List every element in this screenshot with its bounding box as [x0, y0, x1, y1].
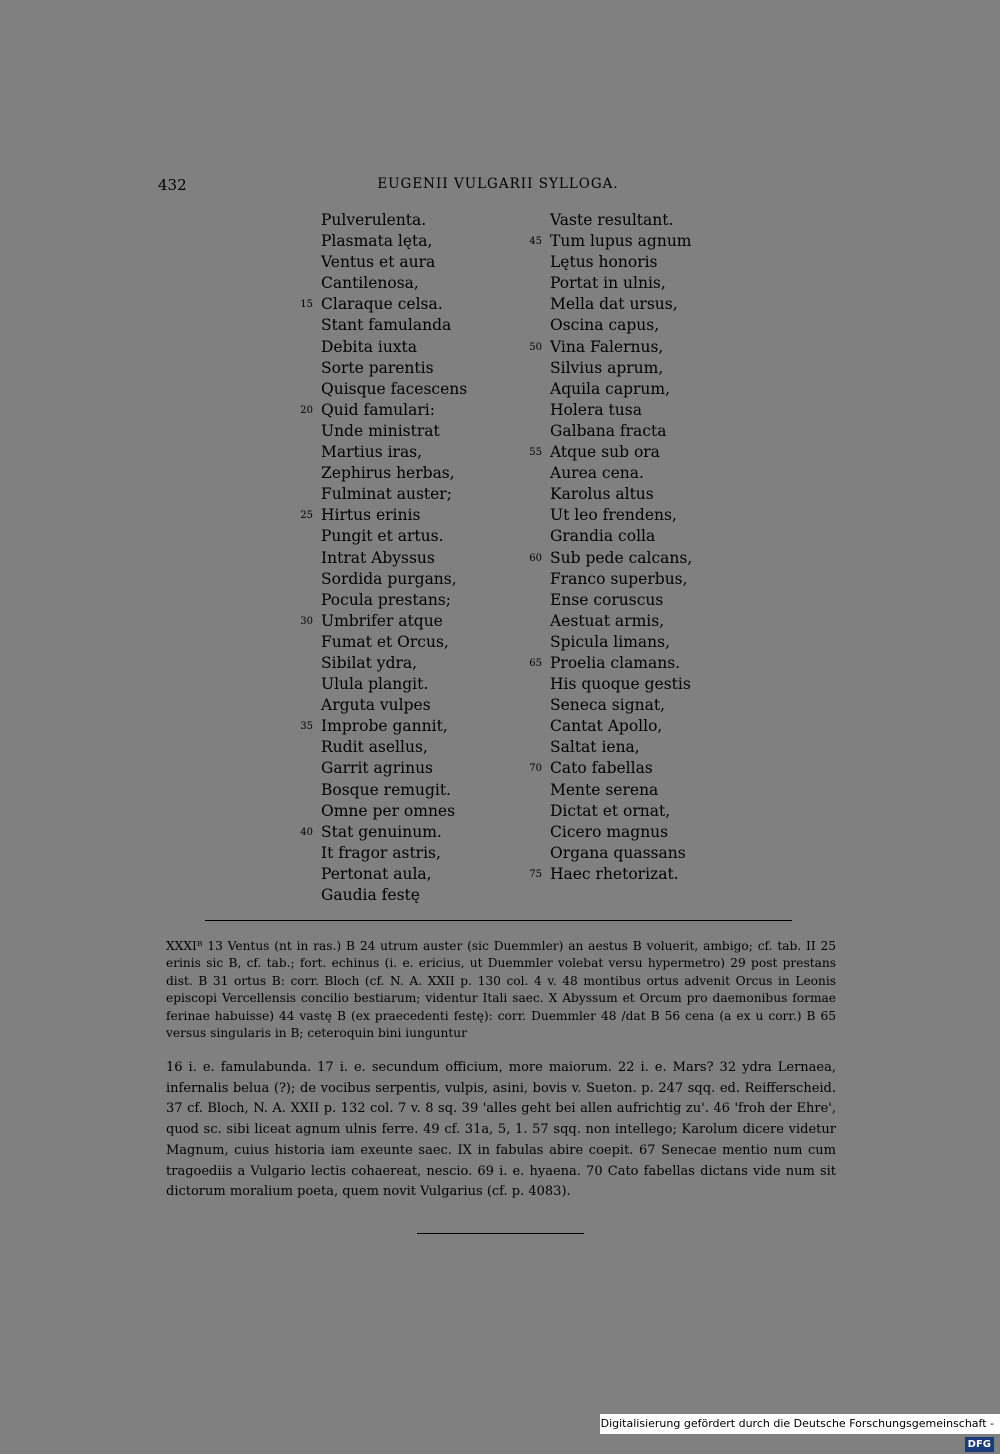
- verse-line: [321, 843, 467, 864]
- verse-text: Tum lupus agnum: [550, 232, 692, 251]
- verse-line: [300, 822, 467, 843]
- verse-text: Lętus honoris: [550, 253, 658, 272]
- verse-text: Mella dat ursus,: [550, 295, 678, 314]
- verse-line: [321, 653, 467, 674]
- verse-line: [550, 273, 692, 294]
- verse-line: [321, 885, 467, 906]
- verse-text: Rudit asellus,: [321, 738, 428, 757]
- verse-text: Unde ministrat: [321, 421, 440, 440]
- commentary-notes: [166, 1058, 836, 1203]
- footer-text: Digitalisierung gefördert durch die Deutsche Forschungsgemeinschaft -: [600, 1417, 994, 1430]
- line-number: 45: [529, 236, 542, 248]
- page-header: [158, 176, 838, 200]
- verse-line: [550, 421, 692, 442]
- page-number: 432: [158, 176, 187, 194]
- verse-text: Vina Falernus,: [550, 337, 664, 356]
- verse-text: Intrat Abyssus: [321, 548, 435, 567]
- verse-line: [550, 526, 692, 547]
- line-number: 65: [529, 657, 542, 669]
- verse-text: Karolus altus: [550, 485, 654, 504]
- verse-text: Zephirus herbas,: [321, 464, 455, 483]
- dfg-logo: DFG: [965, 1437, 994, 1452]
- verse-line: [321, 758, 467, 779]
- verse-line: [550, 716, 692, 737]
- verse-text: Mente serena: [550, 780, 659, 799]
- verse-text: Bosque remugit.: [321, 780, 451, 799]
- verse-line: [321, 864, 467, 885]
- verse-line: [529, 337, 692, 358]
- verse-line: [529, 231, 692, 252]
- verse-line: [550, 632, 692, 653]
- line-number: 50: [529, 341, 542, 353]
- verse-line: [321, 632, 467, 653]
- line-number: 40: [300, 826, 313, 838]
- verse-line: [550, 210, 692, 231]
- running-head: EUGENII VULGARII SYLLOGA.: [377, 176, 619, 192]
- verse-line: [550, 780, 692, 801]
- verse-line: [550, 463, 692, 484]
- verse-line: [550, 822, 692, 843]
- line-number: 35: [300, 721, 313, 733]
- verse-line: [550, 737, 692, 758]
- verse-line: [321, 463, 467, 484]
- verse-text: Ventus et aura: [321, 253, 436, 272]
- verse-line: [300, 611, 467, 632]
- verse-line: [321, 548, 467, 569]
- verse-line: [550, 379, 692, 400]
- verse-line: [321, 695, 467, 716]
- verse-text: Aurea cena.: [550, 464, 644, 483]
- verse-line: [529, 442, 692, 463]
- verse-text: His quoque gestis: [550, 675, 691, 694]
- verse-line: [550, 505, 692, 526]
- verse-text: Ense coruscus: [550, 590, 664, 609]
- line-number: 25: [300, 510, 313, 522]
- digitization-footer: [600, 1414, 1000, 1450]
- verse-line: [321, 801, 467, 822]
- verse-text: Sordida purgans,: [321, 569, 457, 588]
- verse-text: Organa quassans: [550, 843, 686, 862]
- line-number: 70: [529, 763, 542, 775]
- verse-line: [321, 442, 467, 463]
- verse-text: Sub pede calcans,: [550, 548, 693, 567]
- verse-text: Silvius aprum,: [550, 358, 664, 377]
- verse-line: [550, 484, 692, 505]
- end-rule: [417, 1233, 584, 1234]
- verse-text: Hirtus erinis: [321, 506, 421, 525]
- verse-text: Atque sub ora: [550, 443, 660, 462]
- verse-text: Sibilat ydra,: [321, 653, 418, 672]
- commentary-text: 16 i. e. famulabunda. 17 i. e. secundum officium, more maiorum. 22 i. e. Mars? 32 ydra Lernaea, infernalis belua (?); de vocibus serpentis, vulpis, asini, bovis v. Sueton. p. 247 sqq. ed. Reifferscheid. 37 cf. Bloch, N. A. XXII p. 132 col. 7 v. 8 sq. 39 'alles geht bei allen aufrichtig zu'. 46 'froh der Ehre', quod sc. sibi liceat agnum ulnis ferre. 49 cf. 31a, 5, 1. 57 sqq. non intellego; Karolum dicere videtur Magnum, cuius historia iam exeunte saec. IX in fabulas abire coepit. 67 Senecae mentio num cum tragoediis a Vulgario lectis cohaereat, nescio. 69 i. e. hyaena. 70 Cato fabellas dictans vide num sit dictorum moralium poeta, quem novit Vulgarius (cf. p. 4083).: [166, 1060, 836, 1200]
- verse-line: [550, 843, 692, 864]
- verse-text: Haec rhetorizat.: [550, 864, 679, 883]
- verse-text: Seneca signat,: [550, 696, 666, 715]
- verse-line: [321, 315, 467, 336]
- verse-text: Aquila caprum,: [550, 379, 671, 398]
- verse-text: Cicero magnus: [550, 822, 669, 841]
- verse-line: [529, 758, 692, 779]
- verse-line: [321, 231, 467, 252]
- verse-text: Aestuat armis,: [550, 611, 665, 630]
- verse-text: Pulverulenta.: [321, 211, 427, 229]
- verse-line: [321, 273, 467, 294]
- poem-column-right: [529, 210, 693, 885]
- verse-text: Portat in ulnis,: [550, 274, 666, 293]
- verse-line: [321, 379, 467, 400]
- verse-line: [321, 674, 467, 695]
- verse-line: [321, 737, 467, 758]
- critical-apparatus-text: XXXIᴮ 13 Ventus (nt in ras.) B 24 utrum auster (sic Duemmler) an aestus B voluerit, ambigo; cf. tab. II 25 erinis sic B, cf. tab.; fort. echinus (i. e. ericius, ut Duemmler volebat versu hypermetro) 29 post prestans dist. B 31 ortus B: corr. Bloch (cf. N. A. XXII p. 130 col. 4 v. 48 montibus ortus advenit Orcus in Leonis episcopi Vercellensis concilio bestiarum; videntur Itali saec. X Abyssum et Orcum pro daemonibus formae ferinae habuisse) 44 vastę B (ex praecedenti festę): corr. Duemmler 48 /dat B 56 cena (a ex u corr.) B 65 versus singularis in B; ceteroquin bini iunguntur: [166, 939, 836, 1041]
- verse-line: [300, 505, 467, 526]
- verse-line: [550, 674, 692, 695]
- line-number: 30: [300, 615, 313, 627]
- verse-line: [321, 252, 467, 273]
- verse-line: [321, 421, 467, 442]
- verse-text: Plasmata lęta,: [321, 232, 433, 251]
- verse-text: Pungit et artus.: [321, 527, 444, 546]
- verse-line: [529, 548, 693, 569]
- verse-text: Ut leo frendens,: [550, 506, 677, 525]
- line-number: 75: [529, 868, 542, 880]
- verse-text: Sorte parentis: [321, 358, 434, 377]
- verse-line: [550, 294, 692, 315]
- verse-text: Oscina capus,: [550, 316, 660, 335]
- verse-text: Gaudia festę: [321, 886, 420, 904]
- verse-line: [529, 653, 692, 674]
- verse-text: Vaste resultant.: [550, 211, 674, 229]
- verse-text: Pertonat aula,: [321, 864, 432, 883]
- line-number: 60: [529, 552, 542, 564]
- verse-text: It fragor astris,: [321, 843, 441, 862]
- verse-line: [300, 400, 467, 421]
- verse-text: Grandia colla: [550, 527, 656, 546]
- verse-line: [321, 780, 467, 801]
- critical-apparatus: [166, 938, 836, 1042]
- footnote-rule: [205, 920, 792, 921]
- verse-line: [550, 569, 692, 590]
- verse-text: Dictat et ornat,: [550, 801, 671, 820]
- verse-line: [529, 864, 692, 885]
- verse-text: Umbrifer atque: [321, 611, 443, 630]
- verse-text: Pocula prestans;: [321, 590, 452, 609]
- verse-line: [321, 337, 467, 358]
- verse-text: Quid famulari:: [321, 400, 435, 419]
- verse-text: Saltat iena,: [550, 738, 640, 757]
- verse-text: Claraque celsa.: [321, 295, 443, 314]
- verse-text: Martius iras,: [321, 443, 423, 462]
- verse-line: [321, 358, 467, 379]
- verse-line: [550, 611, 692, 632]
- verse-text: Franco superbus,: [550, 569, 688, 588]
- verse-text: Improbe gannit,: [321, 717, 448, 736]
- line-number: 55: [529, 447, 542, 459]
- verse-line: [550, 358, 692, 379]
- verse-text: Stant famulanda: [321, 316, 452, 335]
- verse-line: [550, 252, 692, 273]
- verse-line: [321, 484, 467, 505]
- verse-line: [550, 801, 692, 822]
- verse-line: [550, 590, 692, 611]
- line-number: 20: [300, 404, 313, 416]
- verse-text: Arguta vulpes: [321, 696, 431, 715]
- verse-line: [550, 400, 692, 421]
- verse-text: Ulula plangit.: [321, 675, 429, 694]
- verse-line: [550, 695, 692, 716]
- verse-text: Omne per omnes: [321, 801, 456, 820]
- verse-line: [550, 315, 692, 336]
- verse-text: Cato fabellas: [550, 759, 653, 778]
- verse-text: Debita iuxta: [321, 337, 418, 356]
- verse-line: [321, 526, 467, 547]
- verse-line: [300, 716, 467, 737]
- verse-text: Holera tusa: [550, 400, 642, 419]
- poem-column-left: [300, 210, 468, 906]
- line-number: 15: [300, 299, 313, 311]
- verse-text: Garrit agrinus: [321, 759, 434, 778]
- verse-text: Fulminat auster;: [321, 485, 452, 504]
- verse-text: Cantat Apollo,: [550, 717, 663, 736]
- verse-line: [321, 210, 467, 231]
- verse-text: Fumat et Orcus,: [321, 632, 449, 651]
- verse-text: Stat genuinum.: [321, 822, 442, 841]
- verse-line: [321, 590, 467, 611]
- verse-text: Galbana fracta: [550, 421, 667, 440]
- verse-line: [321, 569, 467, 590]
- verse-text: Cantilenosa,: [321, 274, 419, 293]
- verse-text: Quisque facescens: [321, 379, 468, 398]
- verse-line: [300, 294, 467, 315]
- verse-text: Proelia clamans.: [550, 653, 681, 672]
- verse-text: Spicula limans,: [550, 632, 671, 651]
